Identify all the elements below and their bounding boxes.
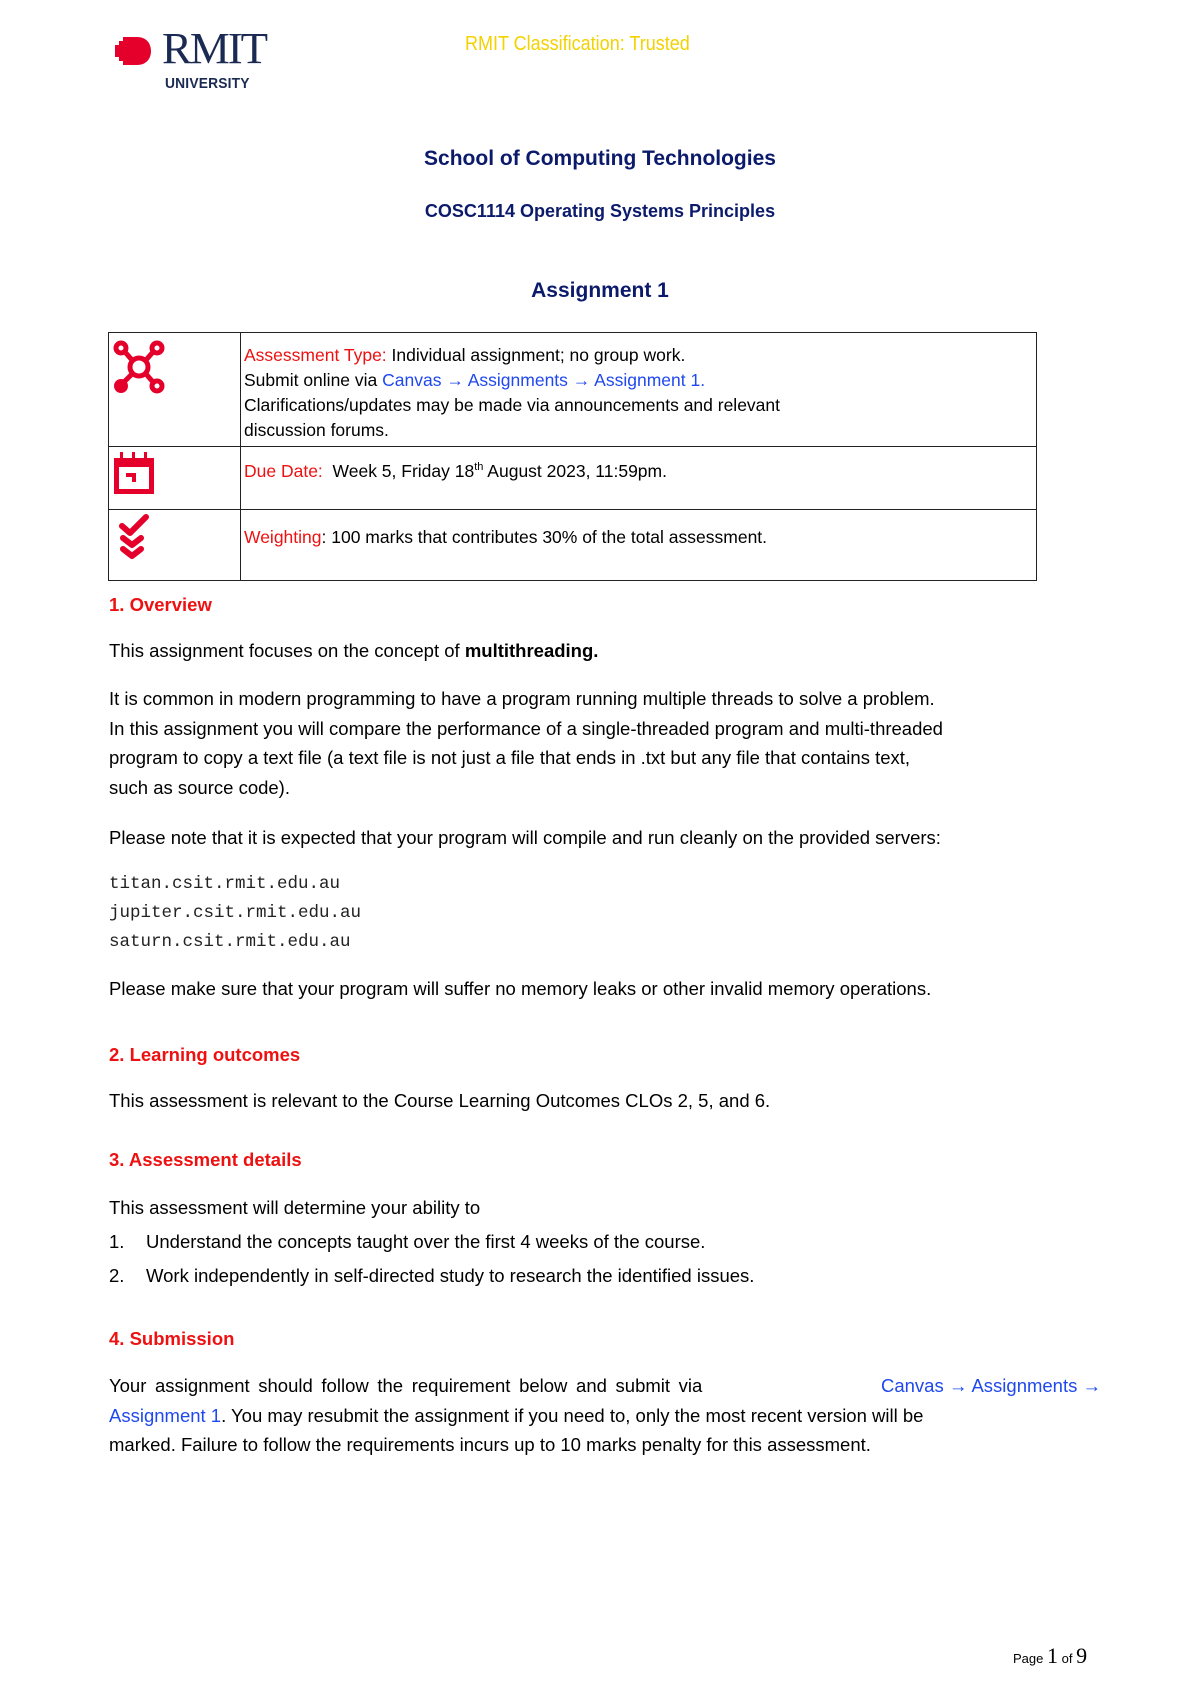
paragraph-line: such as source code). [109, 776, 290, 798]
triple-check-icon [118, 513, 152, 561]
table-row [109, 333, 1037, 447]
paragraph-line: In this assignment you will compare the performance of a single-threaded program and multi-threaded [109, 717, 943, 739]
table-row [109, 447, 1037, 510]
weighting-value: : 100 marks that contributes 30% of the total assessment. [321, 527, 768, 547]
server-list [109, 870, 361, 957]
paragraph-line: marked. Failure to follow the requirements incurs up to 10 marks penalty for this assessment. [109, 1434, 871, 1455]
due-date-value: Week 5, Friday 18 [322, 461, 475, 481]
rmit-logo [114, 24, 294, 95]
overview-text: This assignment focuses on the concept of [109, 640, 465, 661]
page-label: Page [1013, 1651, 1047, 1666]
logo-subtitle: UNIVERSITY [165, 75, 250, 92]
assignment-1-link[interactable]: Assignment 1 [109, 1404, 222, 1426]
classification-label: RMIT Classification: Trusted [465, 33, 690, 55]
list-item [109, 1265, 754, 1287]
memory-note: Please make sure that your program will suffer no memory leaks or other invalid memory operations. [109, 978, 932, 999]
server-name: saturn.csit.rmit.edu.au [109, 932, 351, 952]
page-title: Assignment 1 [531, 279, 669, 302]
list-number: 1. [109, 1231, 125, 1252]
section-heading-assessment-details: 3. Assessment details [109, 1149, 302, 1170]
current-page: 1 [1046, 1643, 1058, 1668]
school-title: School of Computing Technologies [424, 147, 776, 170]
rmit-pixel-mark-icon [115, 37, 155, 65]
canvas-assignments-link[interactable]: Canvas → Assignments → [880, 1375, 1101, 1396]
submit-prefix: Submit online via [244, 370, 383, 390]
clarifications-text-2: discussion forums. [244, 420, 389, 440]
submission-text: . You may resubmit the assignment if you need to, only the most recent version will be [221, 1404, 924, 1426]
table-row [109, 510, 1037, 581]
clarifications-text: Clarifications/updates may be made via announcements and relevant [244, 395, 781, 415]
servers-note: Please note that it is expected that your program will compile and run cleanly on the provided servers: [109, 827, 941, 848]
server-name: titan.csit.rmit.edu.au [109, 874, 341, 894]
assessment-details-intro: This assessment will determine your ability to [109, 1197, 481, 1218]
paragraph-line: It is common in modern programming to have a program running multiple threads to solve a problem. [109, 688, 935, 709]
canvas-assignment-link[interactable]: Canvas → Assignments → Assignment 1. [382, 370, 706, 390]
total-pages: 9 [1076, 1643, 1088, 1668]
assessment-type-value: Individual assignment; no group work. [386, 345, 686, 365]
submission-paragraph [109, 1371, 1101, 1460]
assessment-type-label: Assessment Type: [244, 345, 387, 365]
due-date-value-rest: August 2023, 11:59pm. [483, 461, 667, 481]
list-item [109, 1231, 705, 1253]
paragraph-line [109, 1401, 1101, 1431]
calendar-icon [114, 452, 154, 494]
overview-bold-term: multithreading. [464, 640, 599, 661]
learning-outcomes-text: This assessment is relevant to the Course Learning Outcomes CLOs 2, 5, and 6. [109, 1090, 771, 1111]
course-title: COSC1114 Operating Systems Principles [424, 201, 776, 221]
section-heading-submission: 4. Submission [109, 1328, 235, 1349]
server-name: jupiter.csit.rmit.edu.au [109, 903, 362, 923]
due-date-label: Due Date: [244, 461, 323, 481]
weighting-label: Weighting [244, 527, 322, 547]
section-heading-overview: 1. Overview [109, 594, 212, 615]
list-text: Understand the concepts taught over the first 4 weeks of the course. [146, 1231, 706, 1252]
list-number: 2. [109, 1265, 125, 1286]
network-nodes-icon [113, 339, 165, 399]
page-number [1013, 1643, 1087, 1669]
assessment-info-table [108, 332, 1037, 581]
submission-text: Your assignment should follow the requirement below and submit via [109, 1375, 703, 1396]
paragraph-line [109, 1371, 1101, 1401]
date-ordinal: th [474, 461, 484, 474]
overview-paragraph-2 [109, 684, 1101, 802]
of-label: of [1057, 1651, 1077, 1666]
paragraph-line: program to copy a text file (a text file is not just a file that ends in .txt but any file that contains text, [109, 747, 911, 768]
section-heading-learning-outcomes: 2. Learning outcomes [109, 1044, 301, 1065]
overview-paragraph-1 [109, 636, 1101, 666]
logo-wordmark: RMIT [162, 24, 267, 73]
list-text: Work independently in self-directed study to research the identified issues. [146, 1265, 755, 1286]
